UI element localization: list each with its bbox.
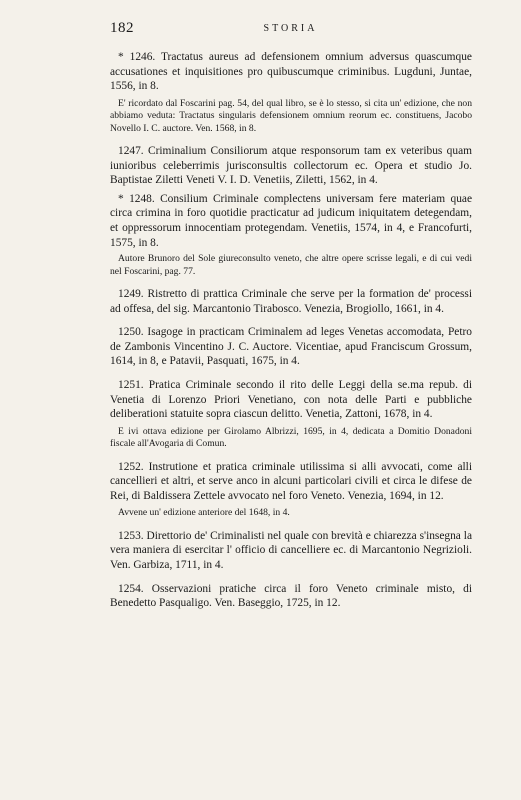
catalog-entry-1252: 1252. Instrutione et pratica criminale utilissima si alli avvocati, come alli cancellieri et altri, et serve anco in alcuni particolari civili et circa le difese de Rei, di Baldissera Zettele avvocato nel foro Veneto. Venezia, 1694, in 12. [110, 460, 472, 502]
page-body [110, 50, 472, 615]
page-number: 182 [110, 20, 134, 36]
catalog-entry-1251: 1251. Pratica Criminale secondo il rito delle Leggi della se.ma repub. di Venetia di Lorenzo Priori Venetiano, con nota delle Parti e pubbliche deliberationi statuite sopra ciascun delitto. Venetia, Zattoni, 1678, in 4. [110, 378, 472, 421]
catalog-entry-1249: 1249. Ristretto di prattica Criminale che serve per la formation de' processi ad offesa, del sig. Marcantonio Tirabosco. Venezia, Brogiollo, 1661, in 4. [110, 287, 472, 315]
catalog-entry-1254: 1254. Osservazioni pratiche circa il foro Veneto criminale misto, di Benedetto Pasqualigo. Ven. Baseggio, 1725, in 12. [110, 582, 472, 610]
entry-note-1252: Avvene un' edizione anteriore del 1648, in 4. [118, 507, 290, 519]
catalog-entry-1247: 1247. Criminalium Consiliorum atque responsorum tam ex veteribus quam iunioribus celeberrimis jurisconsultis collectorum ec. Opera et studio Jo. Baptistae Ziletti Veneti V. I. D. Venetiis, Ziletti, 1562, in 4. [110, 145, 472, 187]
running-title: STORIA [263, 23, 318, 34]
entry-note-1251: E ivi ottava edizione per Girolamo Albrizzi, 1695, in 4, dedicata a Domitio Donadoni fiscale all'Avogaria di Comun. [110, 425, 472, 450]
catalog-entry-1253: 1253. Direttorio de' Criminalisti nel quale con brevità e chiarezza s'insegna la vera maniera di esercitar l' officio di cancelliere ec. di Marcantonio Negrizioli. Ven. Garbiza, 1711, in 4. [110, 529, 472, 571]
catalog-entry-1246: * 1246. Tractatus aureus ad defensionem omnium adversus quascumque accusationes et inquisitiones pro quibuscumque criminibus. Lugduni, Juntae, 1556, in 8. [110, 51, 472, 93]
entry-note-1248: Autore Brunoro del Sole giureconsulto veneto, che altre opere scrisse legali, e di cui vedi nel Foscarini, pag. 77. [110, 253, 472, 277]
catalog-entry-1250: 1250. Isagoge in practicam Criminalem ad leges Venetas accomodata, Petro de Zambonis Vincentino J. C. Auctore. Vicentiae, apud Franciscum Grossum, 1614, in 8, e Patavii, Pasquati, 1675, in 4. [110, 326, 472, 368]
page-header [110, 20, 471, 40]
entry-note-1246: E' ricordato dal Foscarini pag. 54, del qual libro, se è lo stesso, si cita un' edizione, che non abbiamo veduta: Tractatus singularis defensionem omnium reorum ec. constituens, Jacobo Novello I. C. auctore. Ven. 1568, in 8. [110, 97, 472, 134]
catalog-entry-1248: * 1248. Consilium Criminale complectens universam fere materiam quae circa crimina in foro quotidie practicatur ad judicum iniquitatem detegendam, et oppressorum innocentiam protegendam. Venetiis, 1574, in 4, e Francofurti, 1575, in 8. [110, 192, 472, 249]
